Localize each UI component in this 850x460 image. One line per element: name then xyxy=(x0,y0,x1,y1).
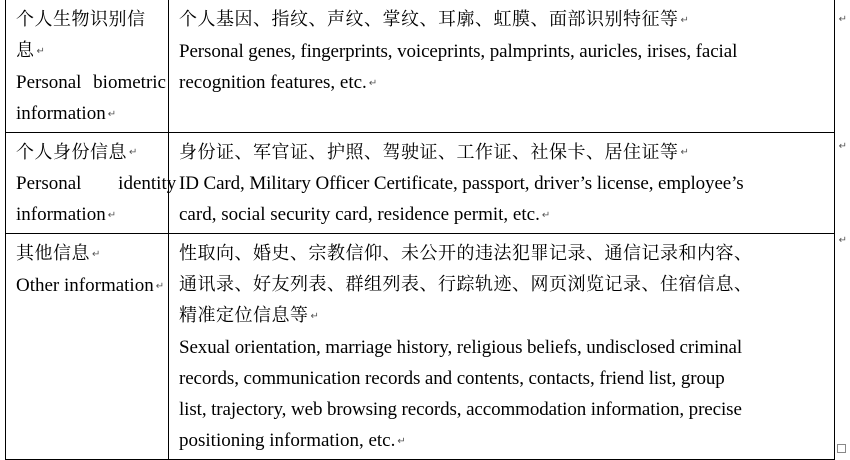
category-en-line: Personal identity xyxy=(16,173,177,195)
personal-information-table xyxy=(5,0,835,460)
description-cell[interactable] xyxy=(169,0,835,132)
category-en-line: Other information ↵ xyxy=(16,274,165,296)
description-zh-line: 精准定位信息等 ↵ xyxy=(179,305,320,327)
category-zh-line: 息 ↵ xyxy=(16,40,46,61)
description-en-line: ID Card, Military Officer Certificate, passport, driver’s license, employee’s xyxy=(179,173,744,195)
category-cell[interactable] xyxy=(6,132,177,234)
table-row-other xyxy=(6,234,835,460)
description-en-line: Sexual orientation, marriage history, religious beliefs, undisclosed criminal xyxy=(179,336,743,358)
description-zh-line: 身份证、军官证、护照、驾驶证、工作证、社保卡、居住证等 ↵ xyxy=(179,141,690,163)
description-en-line: positioning information, etc. ↵ xyxy=(179,429,406,451)
paragraph-mark-icon: ↵ xyxy=(680,14,690,26)
description-zh-line: 性取向、婚史、宗教信仰、未公开的违法犯罪记录、通信记录和内容、 xyxy=(179,243,753,265)
row-end-mark-icon: ↵ xyxy=(838,14,847,25)
paragraph-mark-icon: ↵ xyxy=(541,210,551,222)
category-en-line: Personal biometric xyxy=(16,71,166,93)
description-zh-line: 个人基因、指纹、声纹、掌纹、耳廓、虹膜、面部识别特征等 ↵ xyxy=(179,9,690,30)
category-cell[interactable] xyxy=(6,234,169,460)
table-row-biometric xyxy=(6,0,835,132)
end-of-cell-marker-icon xyxy=(837,444,846,453)
paragraph-mark-icon: ↵ xyxy=(107,210,117,222)
category-en-line: information ↵ xyxy=(16,204,117,226)
row-end-mark-icon: ↵ xyxy=(838,141,847,152)
category-zh-line: 其他信息 ↵ xyxy=(16,243,101,265)
category-zh-line: 个人生物识别信 xyxy=(16,9,146,30)
paragraph-mark-icon: ↵ xyxy=(397,435,406,447)
category-cell[interactable] xyxy=(6,0,169,132)
paragraph-mark-icon: ↵ xyxy=(368,77,378,89)
description-en-line: recognition features, etc. ↵ xyxy=(179,71,378,93)
paragraph-mark-icon: ↵ xyxy=(310,310,320,322)
description-en-line: list, trajectory, web browsing records, accommodation information, precise xyxy=(179,398,742,420)
category-zh-line: 个人身份信息 ↵ xyxy=(16,141,138,163)
description-cell[interactable] xyxy=(169,132,835,234)
paragraph-mark-icon: ↵ xyxy=(92,248,101,260)
description-en-line: records, communication records and contents, contacts, friend list, group xyxy=(179,367,725,389)
table-row-identity xyxy=(6,132,835,234)
paragraph-mark-icon: ↵ xyxy=(36,45,46,57)
paragraph-mark-icon: ↵ xyxy=(155,280,165,292)
paragraph-mark-icon: ↵ xyxy=(129,147,138,159)
description-cell[interactable] xyxy=(169,234,835,460)
row-end-mark-icon: ↵ xyxy=(838,235,847,246)
paragraph-mark-icon: ↵ xyxy=(680,147,690,159)
description-zh-line: 通讯录、好友列表、群组列表、行踪轨迹、网页浏览记录、住宿信息、 xyxy=(179,274,753,296)
category-en-line: information ↵ xyxy=(16,102,117,124)
description-en-line: Personal genes, fingerprints, voiceprints, palmprints, auricles, irises, facial xyxy=(179,40,738,62)
paragraph-mark-icon: ↵ xyxy=(107,108,117,120)
description-en-line: card, social security card, residence permit, etc. ↵ xyxy=(179,204,551,226)
